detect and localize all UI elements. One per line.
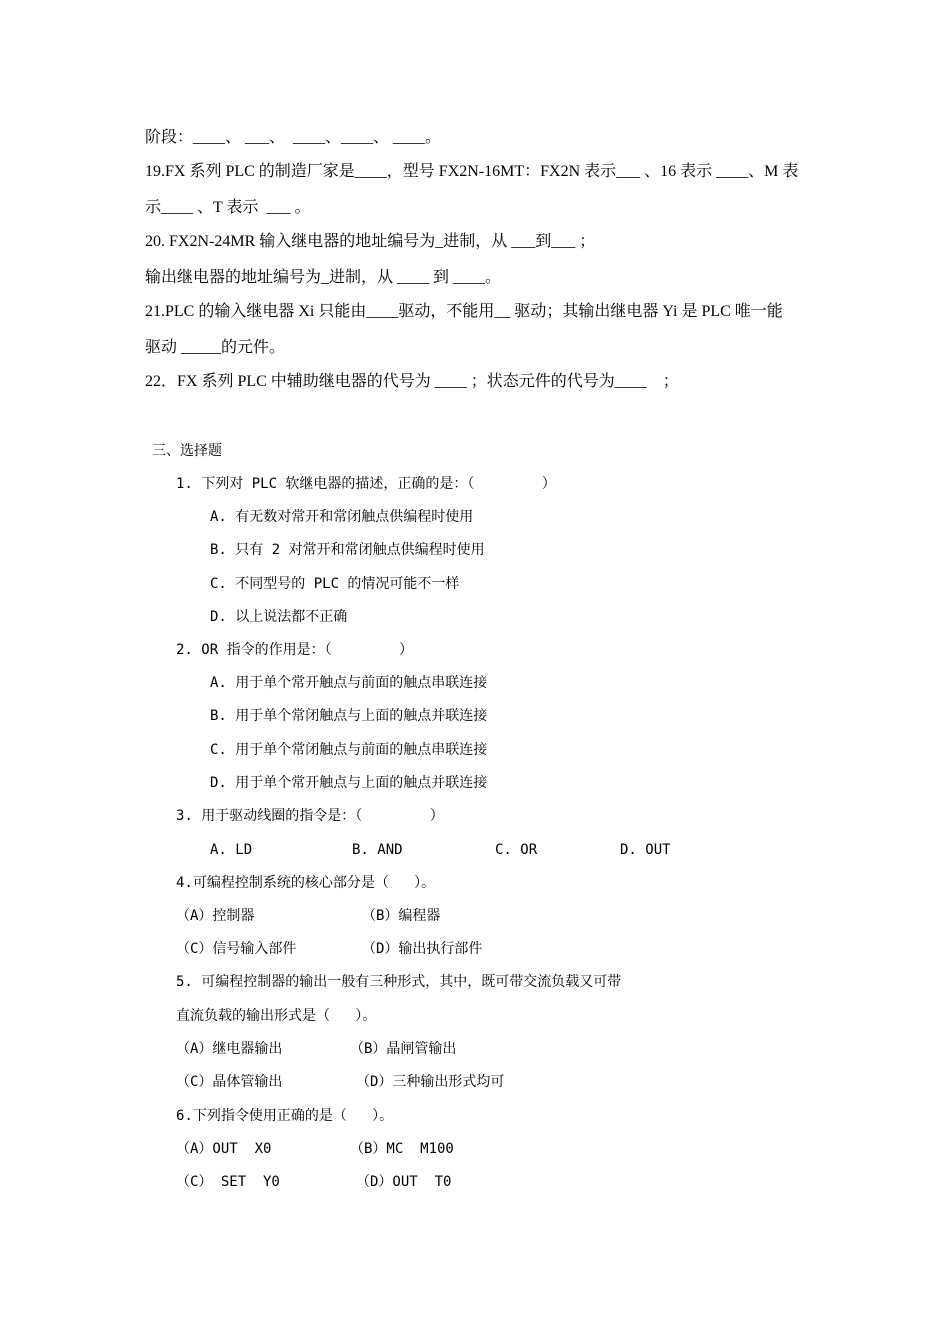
fill-in-line-8: 22．FX 系列 PLC 中辅助继电器的代号为 ____ ；状态元件的代号为____ ；: [145, 373, 679, 390]
fill-in-line-7: 驱动 _____的元件。: [145, 339, 286, 356]
q1-option-d: D. 以上说法都不正确: [210, 609, 348, 625]
q5-stem-line-1: 5. 可编程控制器的输出一般有三种形式，其中，既可带交流负载又可带: [176, 974, 622, 990]
q3-stem: 3. 用于驱动线圈的指令是：（ ）: [176, 808, 444, 824]
q5-stem-line-2: 直流负载的输出形式是（ ）。: [176, 1008, 377, 1024]
fill-in-line-6: 21.PLC 的输入继电器 Xi 只能由____驱动，不能用__ 驱动；其输出继电器 Yi 是 PLC 唯一能: [145, 303, 783, 320]
q6-stem: 6.下列指令使用正确的是（ ）。: [176, 1108, 394, 1124]
q4-option-a: （A）控制器: [176, 908, 255, 924]
q2-option-d: D. 用于单个常开触点与上面的触点并联连接: [210, 775, 488, 791]
q3-option-d: D. OUT: [620, 842, 671, 858]
q6-option-a: （A）OUT X0: [176, 1141, 272, 1157]
q5-option-d: （D）三种输出形式均可: [356, 1074, 505, 1090]
q2-option-c: C. 用于单个常闭触点与前面的触点串联连接: [210, 742, 488, 758]
fill-in-line-3: 示____ 、T 表示 ___ 。: [145, 199, 311, 216]
q6-option-b: （B）MC M100: [350, 1141, 454, 1157]
fill-in-line-5: 输出继电器的地址编号为_进制，从 ____ 到 ____。: [145, 269, 502, 286]
fill-in-line-2: 19.FX 系列 PLC 的制造厂家是____，型号 FX2N-16MT：FX2N 表示___ 、16 表示 ____、M 表: [145, 163, 799, 180]
q4-stem: 4.可编程控制系统的核心部分是（ ）。: [176, 875, 436, 891]
q4-option-c: （C）信号输入部件: [176, 941, 297, 957]
fill-in-line-1: 阶段：____、 ___、 ____、____、 ____。: [145, 129, 442, 146]
q4-option-d: （D）输出执行部件: [362, 941, 483, 957]
q2-stem: 2. OR 指令的作用是：（ ）: [176, 642, 414, 658]
q5-option-b: （B）晶闸管输出: [350, 1041, 457, 1057]
q3-option-b: B. AND: [352, 842, 403, 858]
q1-option-a: A. 有无数对常开和常闭触点供编程时使用: [210, 509, 474, 525]
q2-option-b: B. 用于单个常闭触点与上面的触点并联连接: [210, 708, 488, 724]
q1-option-c: C. 不同型号的 PLC 的情况可能不一样: [210, 576, 460, 592]
q5-option-a: （A）继电器输出: [176, 1041, 283, 1057]
q3-option-c: C. OR: [495, 842, 538, 858]
fill-in-line-4: 20. FX2N-24MR 输入继电器的地址编号为_进制，从 ___到___ ；: [145, 233, 596, 250]
q6-option-c: （C） SET Y0: [176, 1174, 280, 1190]
q1-stem: 1. 下列对 PLC 软继电器的描述，正确的是：（ ）: [176, 476, 556, 492]
q5-option-c: （C）晶体管输出: [176, 1074, 283, 1090]
q3-option-a: A. LD: [210, 842, 253, 858]
q4-option-b: （B）编程器: [362, 908, 441, 924]
q6-option-d: （D）OUT T0: [356, 1174, 452, 1190]
section-title: 三、选择题: [152, 443, 222, 459]
q2-option-a: A. 用于单个常开触点与前面的触点串联连接: [210, 675, 488, 691]
q1-option-b: B. 只有 2 对常开和常闭触点供编程时使用: [210, 542, 485, 558]
